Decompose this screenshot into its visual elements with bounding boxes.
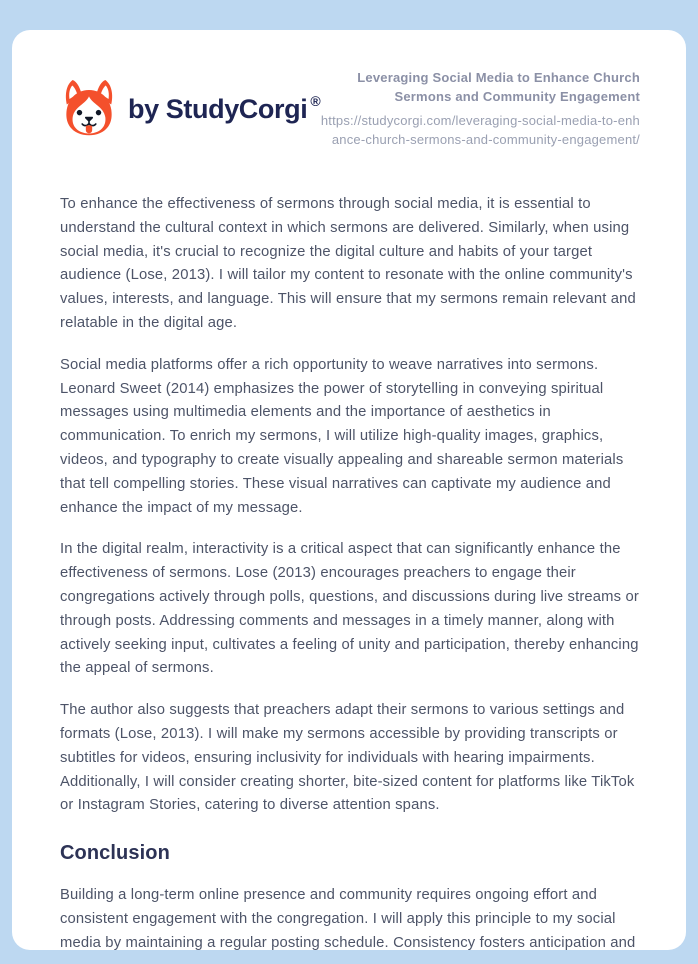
article-body <box>60 193 640 950</box>
document-title: Leveraging Social Media to Enhance Church Sermons and Community Engagement <box>357 70 640 104</box>
paragraph: Social media platforms offer a rich opportunity to weave narratives into sermons. Leonard Sweet (2014) emphasizes the power of storytelling in conveying spiritual messages using multimedia elements and the importance of aesthetics in communication. To enrich my sermons, I will utilize high-quality images, graphics, videos, and typography to create visually appealing and shareable sermon materials that tell compelling stories. These visual narratives can captivate my audience and enhance the impact of my message. <box>60 356 624 516</box>
paragraph: To enhance the effectiveness of sermons through social media, it is essential to understand the cultural context in which sermons are delivered. Similarly, when using social media, it's crucial to recognize the digital culture and habits of your target audience (Lose, 2013). I will tailor my content to resonate with the online community's values, interests, and language. This will ensure that my sermons remain relevant and relatable in the digital age. <box>60 196 636 331</box>
paragraph: In the digital realm, interactivity is a critical aspect that can significantly enhance the effectiveness of sermons. Lose (2013) encourages preachers to engage their congregations actively through polls, questions, and discussions during live streams or through posts. Addressing comments and messages in a timely manner, along with actively seeking input, cultivates a feeling of unity and participation, thereby enhancing the appeal of sermons. <box>60 541 639 677</box>
brand-wordmark: by StudyCorgi ® <box>128 92 321 124</box>
document-url-link[interactable]: https://studycorgi.com/leveraging-social-media-to-enhance-church-sermons-and-community-engagement/ <box>320 113 640 147</box>
registered-trademark: ® <box>310 92 321 109</box>
corgi-icon <box>60 78 118 140</box>
studycorgi-brand <box>60 78 320 140</box>
document-meta <box>320 68 640 149</box>
document-card <box>12 30 686 950</box>
paragraph: The author also suggests that preachers adapt their sermons to various settings and formats (Lose, 2013). I will make my sermons accessible by providing transcripts or subtitles for videos, ensuring inclusivity for individuals with hearing impairments. Additionally, I will consider creating shorter, bite-sized content for platforms like TikTok or Instagram Stories, catering to diverse attention spans. <box>60 702 635 814</box>
conclusion-heading: Conclusion <box>60 842 170 865</box>
document-header <box>60 68 640 149</box>
conclusion-paragraph: Building a long-term online presence and community requires ongoing effort and consistent engagement with the congregation. I will apply this principle to my social media by maintaining a regular posting schedule. Consistency fosters anticipation and <box>60 887 636 950</box>
